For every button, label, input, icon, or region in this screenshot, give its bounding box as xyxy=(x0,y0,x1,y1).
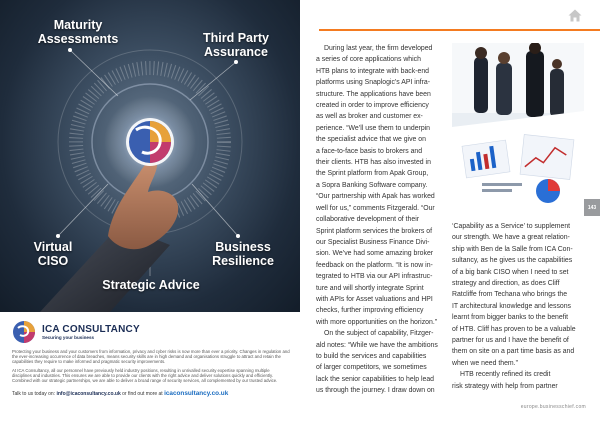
header-rule xyxy=(319,29,600,31)
article-left-text-line: the specialist advice that we give on xyxy=(316,136,426,144)
article-right-text-line: risk strategy with help from partner xyxy=(452,382,558,390)
article-column-left xyxy=(316,43,452,397)
article-left-text-line: with APIs for Asset valuations and HPI xyxy=(316,295,433,303)
contact-mid: or find out more at xyxy=(120,391,165,398)
contact-website-link[interactable]: icaconsultancy.co.uk xyxy=(164,390,229,398)
article-left-text-line: During last year, the firm developed xyxy=(324,45,433,52)
brand-row xyxy=(12,318,290,346)
article-left-text-line: our Specialist Business Finance Divi- xyxy=(316,238,430,246)
label-strategic-advice: Strategic Advice xyxy=(102,278,200,292)
article-right-text-line: learnt from bigger banks to the benefit xyxy=(452,314,569,322)
article-left-text-line: to build the services and capabilities xyxy=(316,352,427,360)
article-left-text-line: as well as broker and customer ex- xyxy=(316,113,423,121)
article-right-text-line: IT architectural knowledge and lessons xyxy=(452,302,571,310)
article-left-text-line: well for us,” comments Fitzgerald. “Our xyxy=(316,204,435,212)
brand-tagline: Securing your business xyxy=(42,334,95,340)
article-left-text-line: collaborative development of their xyxy=(316,216,420,224)
article-left-text-line: ald notes: “While we have the ambitions xyxy=(316,341,438,349)
ad-paragraph-1: Protecting your business and your customers from information, privacy and cyber risks is now more than ever a priority. Changes in regulation and the ever-increasing occurrence of data breaches, means security skills are in high demand and organisations struggle to attract and retain the capabilities they require to make informed and pragmatic security improvements. xyxy=(12,349,290,365)
ad-contact-line xyxy=(12,390,290,398)
article-left-text-line: platforms using Snaplogic’s API infra- xyxy=(316,79,431,87)
article-page xyxy=(300,0,600,424)
article-right-text-line: sultancy, as he gives us the capabilities xyxy=(452,257,573,265)
brand-text xyxy=(42,324,140,341)
label-third-party-assurance: Third Party Assurance xyxy=(203,31,269,59)
page-number-tab: 143 xyxy=(584,199,600,216)
article-left-text-line: ture and will shortly integrate Sprint xyxy=(316,284,424,292)
article-left-text-line: “Our partnership with Apak has worked xyxy=(316,193,435,201)
ad-hero-image xyxy=(0,0,300,312)
ad-paragraph-2: At ICA Consultancy, all our personnel have previously held industry positions, resulting in unrivalled security expertise spanning multiple disciplines and industries. This ensures we are able to provide our clients with the right advice and deliver solutions quickly and efficiently. Combined with our strategic partnerships, we are able to deliver a broad range of security services, all complemented by our trusted advice. xyxy=(12,367,278,384)
article-left-text-line: HTB plans to integrate with back-end xyxy=(316,67,429,75)
article-left-text-line: created in order to improve efficiency xyxy=(316,102,429,110)
article-right-text-line: our strength. We have a great relation- xyxy=(452,234,570,242)
article-left-text-line: sion. We’ve had some amazing broker xyxy=(316,250,434,258)
ica-logo-icon xyxy=(12,320,36,344)
article-left-text-line: a face-to-face basis to brokers and xyxy=(316,147,423,155)
business-meeting-photo xyxy=(452,43,584,209)
article-left-text-line: On the subject of capability, Fitzger- xyxy=(324,330,434,338)
ad-footer xyxy=(0,312,300,424)
article-right-text-line: when we need them.” xyxy=(452,359,518,367)
article-left-text-line: the Sprint platform from Apak Group, xyxy=(316,170,429,178)
article-right-text-line: ‘Capability as a Service’ to supplement xyxy=(452,223,571,230)
article-right-text-line: Ratcliffe from Techana who brings the xyxy=(452,291,568,299)
label-business-resilience: Business Resilience xyxy=(212,240,274,268)
label-virtual-ciso: Virtual CISO xyxy=(33,240,73,268)
label-maturity-assessments: Maturity Assessments xyxy=(37,18,119,46)
brand-name: ICA CONSULTANCY xyxy=(42,323,140,335)
article-photo xyxy=(452,43,584,209)
article-column-right xyxy=(452,221,588,392)
article-left-text-line: perience. “We’ll use them to underpin xyxy=(316,124,431,132)
article-left-text-line: us through the journey. I draw down on xyxy=(316,387,435,395)
article-right-text-line: partner for us and I have the benefit of xyxy=(452,337,569,345)
article-left-text-line: a series of core applications which xyxy=(316,56,421,64)
article-left-text-line: feedback on the platform. “It is now in- xyxy=(316,261,433,269)
article-right-text-line: strategy and direction, as does Cliff xyxy=(452,280,560,288)
article-right-text-line: HTB recently refined its credit xyxy=(460,371,551,379)
article-left-text-line: Sprint platform services the brokers of xyxy=(316,227,433,235)
contact-prefix: Talk to us today on: xyxy=(12,391,57,398)
article-right-text-line: of HTB. Cliff has proven to be a valuable xyxy=(452,325,576,333)
article-left-text-line: structure. The applications have been xyxy=(316,90,431,98)
home-icon[interactable] xyxy=(568,9,582,22)
contact-email-link[interactable]: info@icaconsultancy.co.uk xyxy=(56,391,121,398)
article-left-text-line: of larger competitors, we sometimes xyxy=(316,364,427,372)
article-right-text-line: ship with Ben de la Salle from ICA Con- xyxy=(452,245,573,253)
site-url-footer[interactable]: europe.businesschief.com xyxy=(520,404,586,410)
article-left-text-line: tegrated to HTB via our API infrastruc- xyxy=(316,273,433,281)
article-left-text-line: lack the senior capabilities to help lead xyxy=(316,375,434,383)
article-left-text-line: a Sopra Banking Software company. xyxy=(316,181,428,189)
article-left-text-line: with more opportunities on the horizon.” xyxy=(316,318,438,326)
article-right-text-line: of a big bank CISO when I need to set xyxy=(452,268,569,276)
article-left-text-line: their clients. HTB has also invested in xyxy=(316,159,431,167)
article-left-text-line: checks, further improving efficiency xyxy=(316,307,424,315)
article-right-text-line: them on site on a part time basis as and xyxy=(452,348,575,356)
